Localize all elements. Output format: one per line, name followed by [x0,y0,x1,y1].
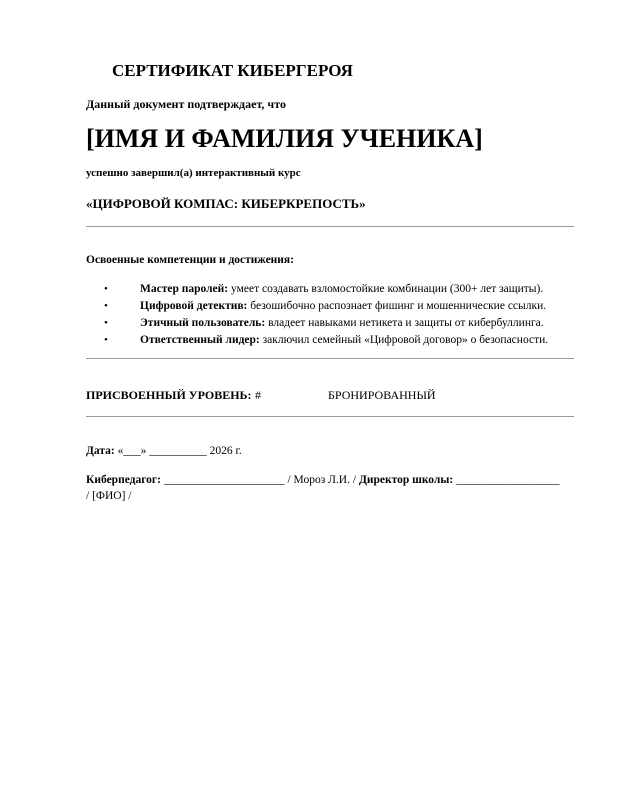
competencies-heading: Освоенные компетенции и достижения: [86,254,294,266]
date-value: «___» __________ 2026 г. [117,445,242,457]
competency-label: Цифровой детектив: [140,300,248,312]
director-name: / [ФИО] / [86,490,132,502]
date-line [86,445,242,457]
bullet-icon: • [104,317,108,329]
competency-text: владеет навыками нетикета и защиты от кибербуллинга. [268,317,544,329]
divider-line [86,226,574,227]
list-item [86,332,586,349]
list-item [86,298,586,315]
student-name-placeholder: [ИМЯ И ФАМИЛИЯ УЧЕНИКА] [86,124,483,153]
competency-text: заключил семейный «Цифровой договор» о безопасности. [262,334,549,346]
bullet-icon: • [104,283,108,295]
divider-line [86,416,574,417]
certificate-title: СЕРТИФИКАТ КИБЕРГЕРОЯ [112,61,353,80]
teacher-signature: _____________________ / Мороз Л.И. / [163,474,357,486]
signature-line [86,474,560,486]
date-label: Дата: [86,445,115,457]
competency-text: умеет создавать взломостойкие комбинации (300+ лет защиты). [231,283,544,295]
list-item [86,315,586,332]
competencies-list [86,281,586,349]
divider-line [86,358,574,359]
level-value: БРОНИРОВАННЫЙ [328,388,436,402]
competency-text: безошибочно распознает фишинг и мошеннические ссылки. [250,300,547,312]
competency-label: Ответственный лидер: [140,334,260,346]
course-name: «ЦИФРОВОЙ КОМПАС: КИБЕРКРЕПОСТЬ» [86,196,366,211]
confirms-text: Данный документ подтверждает, что [86,97,286,111]
teacher-label: Киберпедагог: [86,474,161,486]
bullet-icon: • [104,334,108,346]
level-mark: # [255,388,261,402]
competency-label: Мастер паролей: [140,283,229,295]
competency-label: Этичный пользователь: [140,317,266,329]
completed-course-text: успешно завершил(а) интерактивный курс [86,167,301,179]
director-label: Директор школы: [358,474,454,486]
bullet-icon: • [104,300,108,312]
director-signature: __________________ [456,474,560,486]
level-label: ПРИСВОЕННЫЙ УРОВЕНЬ: [86,388,252,402]
list-item [86,281,586,298]
